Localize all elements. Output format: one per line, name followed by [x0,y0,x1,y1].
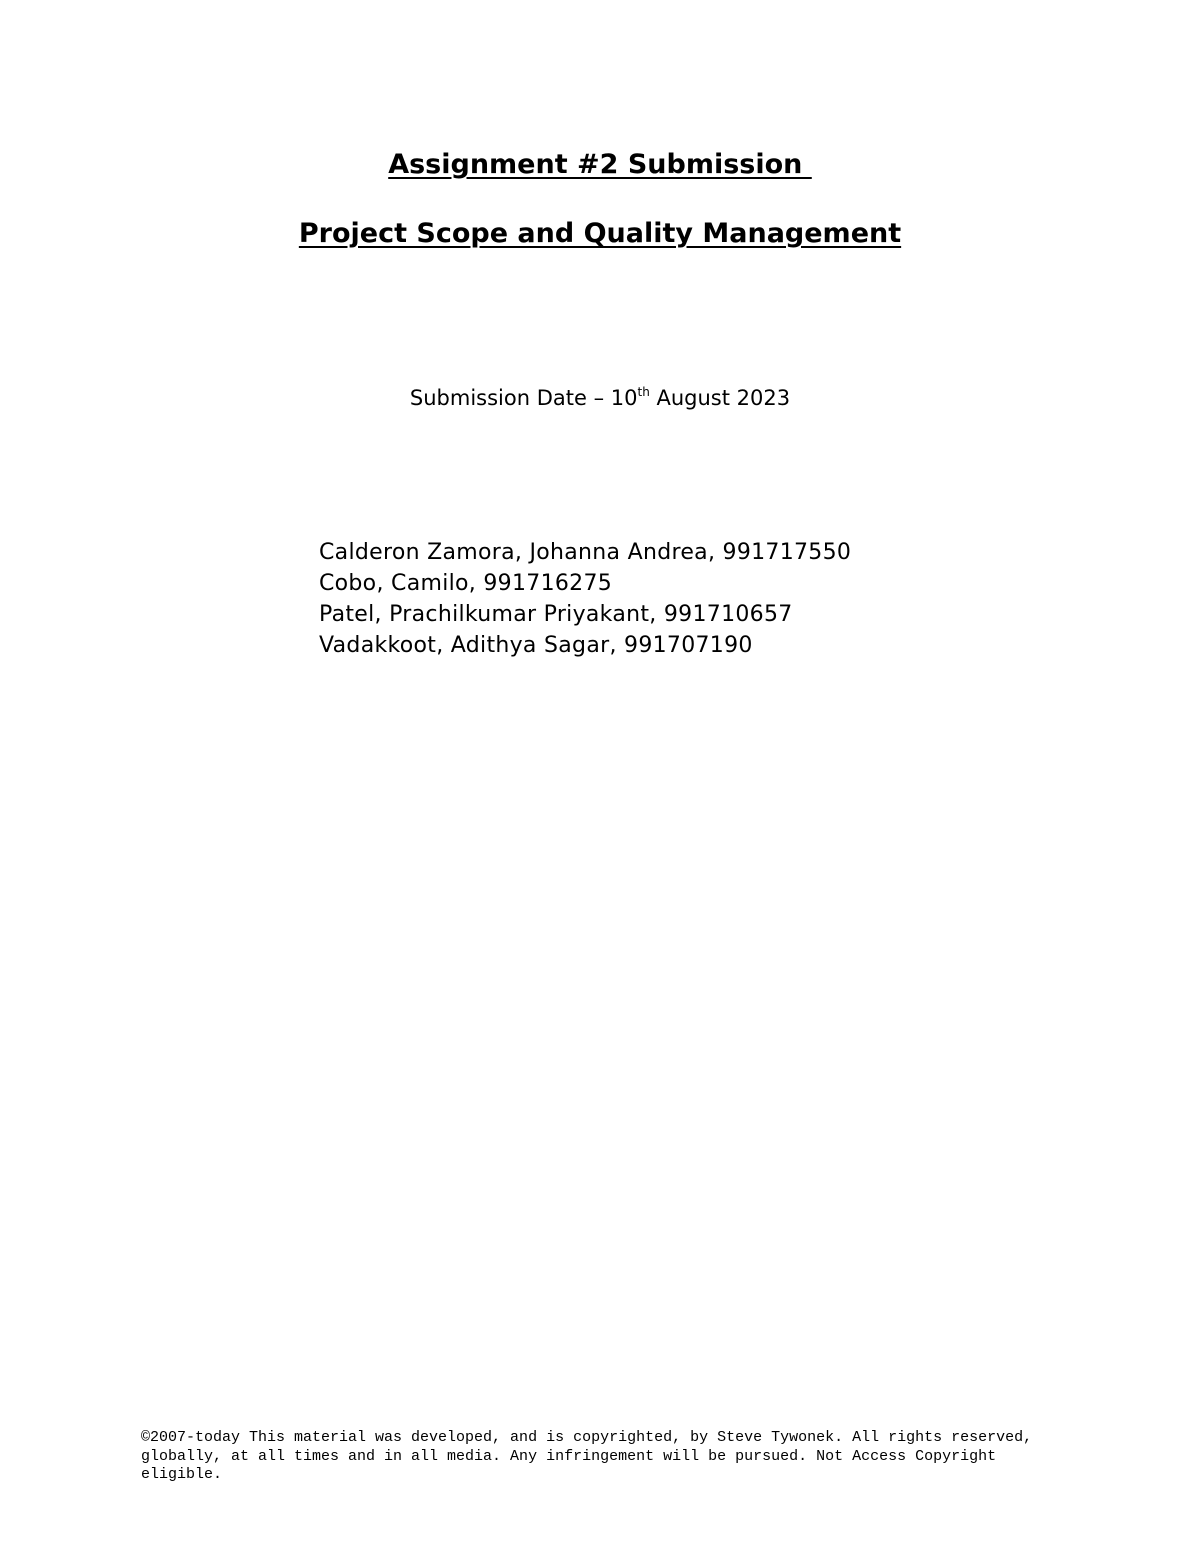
author-item: Patel, Prachilkumar Priyakant, 991710657 [319,602,793,627]
author-item: Calderon Zamora, Johanna Andrea, 991717550 [319,540,852,565]
copyright-notice: ©2007-today This material was developed, and is copyrighted, by Steve Tywonek. All rights reserved, globally, at all times and in all media. Any infringement will be pursued. Not Access Copyright eligible. [141,1429,1033,1483]
assignment-title: Assignment #2 Submission [388,149,812,180]
course-title: Project Scope and Quality Management [298,218,902,249]
submission-date-suffix: August 2023 [649,386,791,410]
submission-date-ordinal: th [637,385,650,399]
author-list [319,537,851,661]
submission-date [0,383,1200,413]
author-item: Cobo, Camilo, 991716275 [319,571,613,596]
submission-date-prefix: Submission Date – 10 [409,386,638,410]
author-item: Vadakkoot, Adithya Sagar, 991707190 [319,633,753,658]
